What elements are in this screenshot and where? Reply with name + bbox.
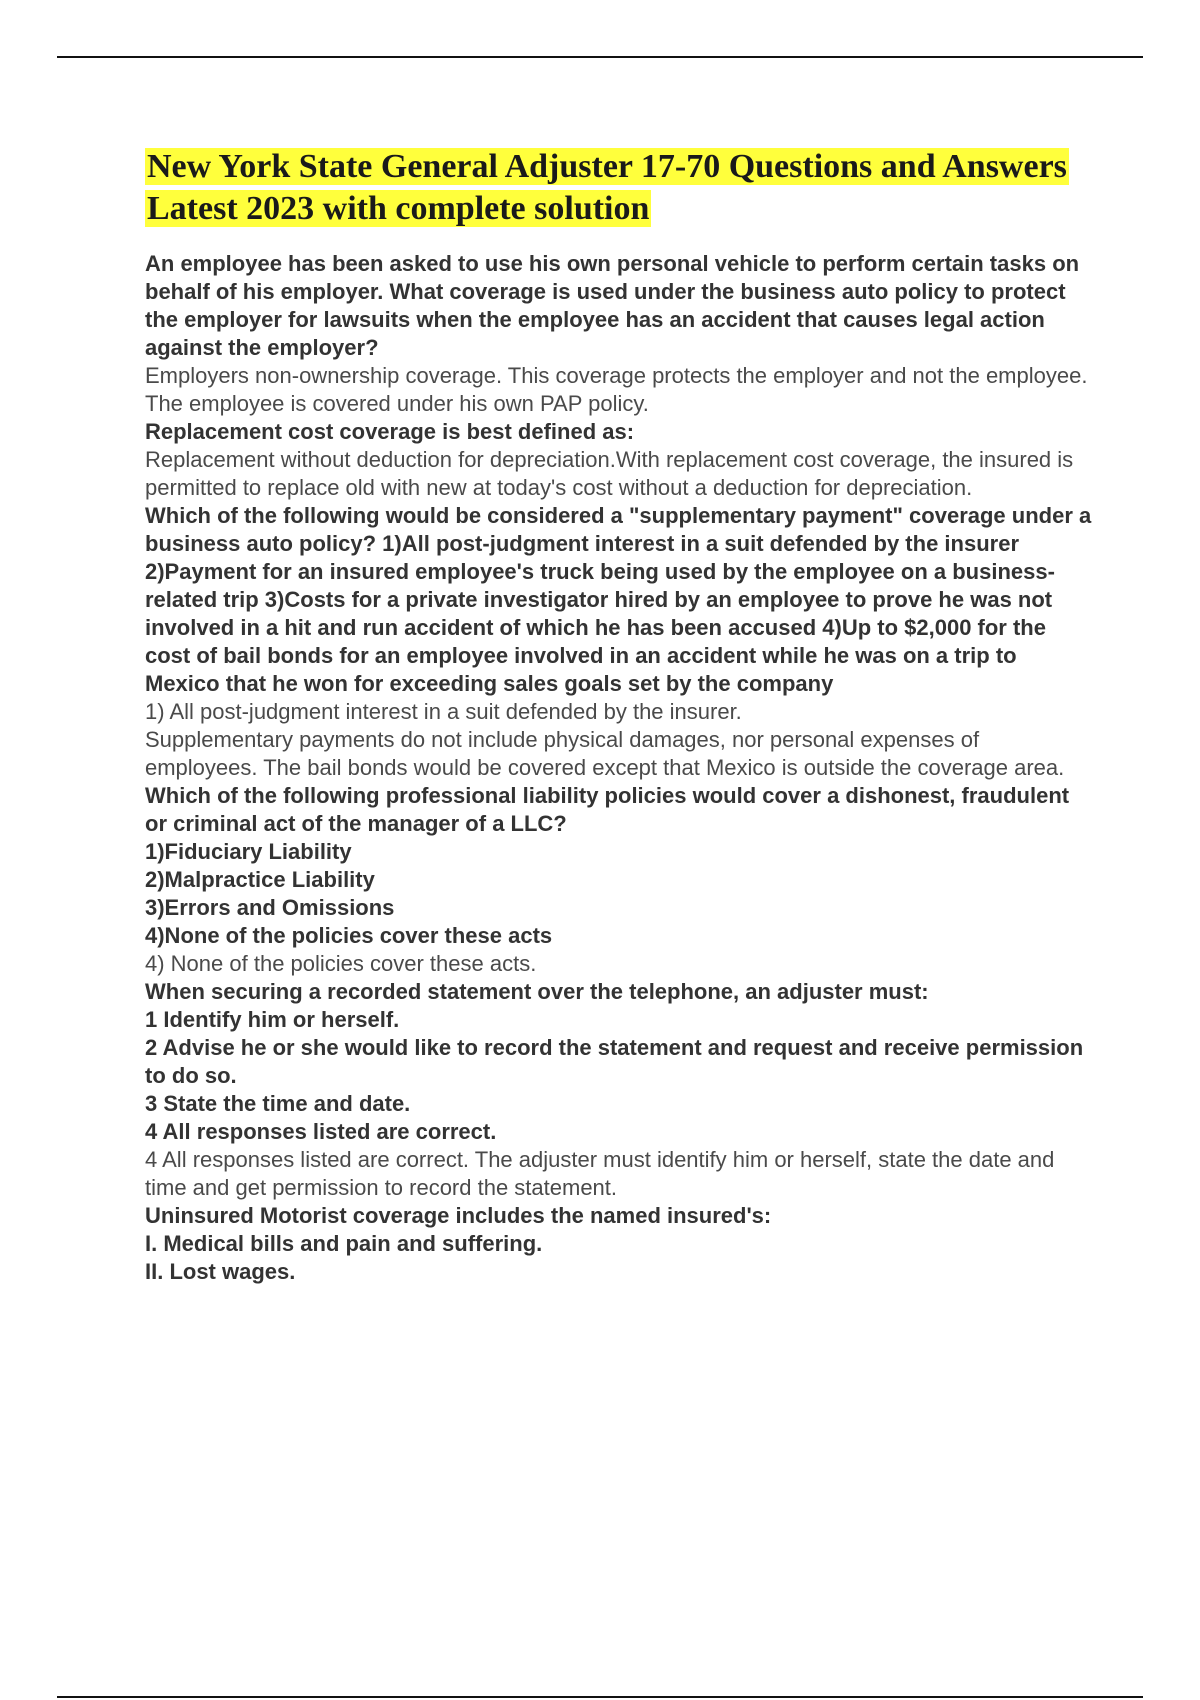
qa-block-3 bbox=[145, 502, 1095, 782]
question-option: 3)Errors and Omissions bbox=[145, 895, 395, 920]
answer-text: 4 All responses listed are correct. The adjuster must identify him or herself, state the date and time and get permission to record the statement. bbox=[145, 1147, 1055, 1200]
qa-block-4 bbox=[145, 782, 1095, 978]
question-option: 2)Malpractice Liability bbox=[145, 867, 375, 892]
question-text: When securing a recorded statement over the telephone, an adjuster must: bbox=[145, 979, 929, 1004]
answer-text: 4) None of the policies cover these acts. bbox=[145, 951, 537, 976]
answer-text: 1) All post-judgment interest in a suit defended by the insurer. bbox=[145, 699, 742, 724]
question-option: I. Medical bills and pain and suffering. bbox=[145, 1231, 543, 1256]
answer-explanation: Supplementary payments do not include physical damages, nor personal expenses of employees. The bail bonds would be covered except that Mexico is outside the coverage area. bbox=[145, 727, 1065, 780]
document-title bbox=[145, 146, 1095, 230]
question-text: An employee has been asked to use his own personal vehicle to perform certain tasks on behalf of his employer. What coverage is used under the business auto policy to protect the employer for lawsuits when the employee has an accident that causes legal action against the employer? bbox=[145, 251, 1080, 360]
question-option: II. Lost wages. bbox=[145, 1259, 296, 1284]
question-option: 3 State the time and date. bbox=[145, 1091, 411, 1116]
bottom-rule bbox=[57, 1696, 1143, 1698]
qa-block-6 bbox=[145, 1202, 1095, 1286]
question-option: 1)Fiduciary Liability bbox=[145, 839, 352, 864]
qa-block-2 bbox=[145, 418, 1095, 502]
question-text: Replacement cost coverage is best defined as: bbox=[145, 419, 635, 444]
document-body bbox=[145, 146, 1095, 1286]
top-rule bbox=[57, 56, 1143, 58]
question-text: Which of the following would be considered a "supplementary payment" coverage under a business auto policy? 1)All post-judgment interest in a suit defended by the insurer 2)Payment for an insured employee's truck being used by the employee on a business-related trip 3)Costs for a private investigator hired by an employee to prove he was not involved in a hit and run accident of which he has been accused 4)Up to $2,000 for the cost of bail bonds for an employee involved in an accident while he was on a trip to Mexico that he won for exceeding sales goals set by the company bbox=[145, 503, 1092, 696]
question-option: 4 All responses listed are correct. bbox=[145, 1119, 497, 1144]
qa-block-1 bbox=[145, 250, 1095, 418]
question-option: 2 Advise he or she would like to record the statement and request and receive permission to do so. bbox=[145, 1035, 1084, 1088]
answer-text: Replacement without deduction for depreciation.With replacement cost coverage, the insured is permitted to replace old with new at today's cost without a deduction for depreciation. bbox=[145, 447, 1074, 500]
qa-block-5 bbox=[145, 978, 1095, 1202]
question-text: Uninsured Motorist coverage includes the named insured's: bbox=[145, 1203, 772, 1228]
document-title-highlight: New York State General Adjuster 17-70 Questions and Answers Latest 2023 with complete solution bbox=[147, 148, 1067, 227]
question-text: Which of the following professional liability policies would cover a dishonest, fraudulent or criminal act of the manager of a LLC? bbox=[145, 783, 1070, 836]
answer-text: Employers non-ownership coverage. This coverage protects the employer and not the employee. The employee is covered under his own PAP policy. bbox=[145, 363, 1088, 416]
question-option: 4)None of the policies cover these acts bbox=[145, 923, 553, 948]
question-option: 1 Identify him or herself. bbox=[145, 1007, 400, 1032]
